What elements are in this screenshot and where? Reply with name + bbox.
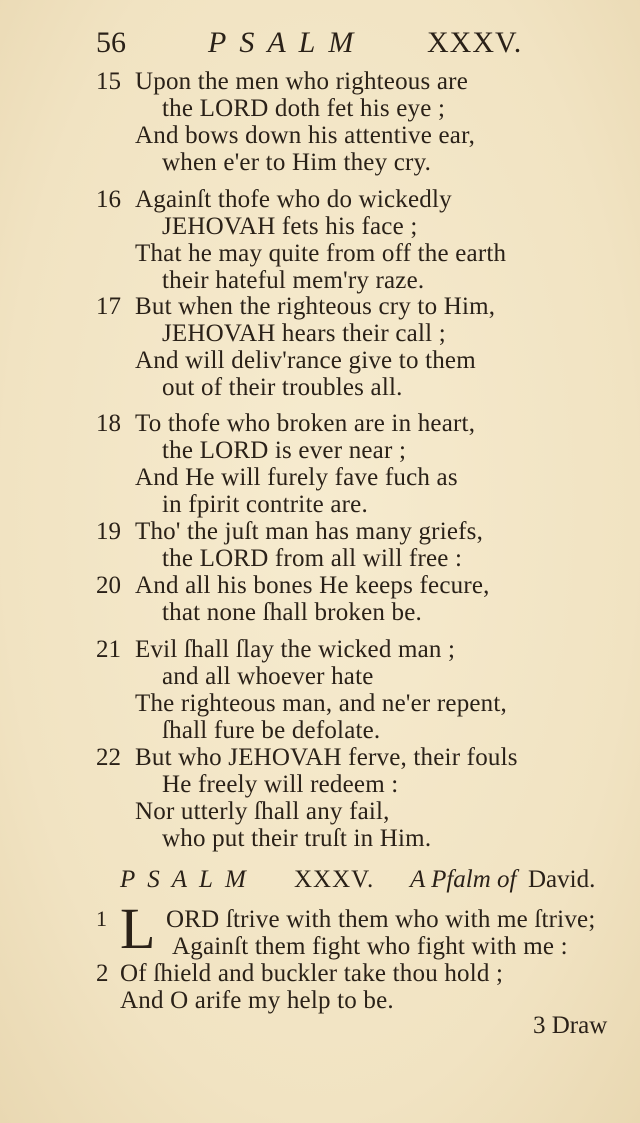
verse-line: And O arife my help to be. xyxy=(120,987,394,1014)
verse-number: 15 xyxy=(96,68,121,95)
verse-line: And bows down his attentive ear, xyxy=(135,122,476,149)
verse-number: 16 xyxy=(96,186,121,213)
verse-line: their hateful mem'ry raze. xyxy=(162,267,425,294)
verse-line: And all his bones He keeps fecure, xyxy=(135,572,490,599)
verse-line: To thofe who broken are in heart, xyxy=(135,410,476,437)
verse-line: But when the righteous cry to Him, xyxy=(135,293,496,320)
verse-number: 1 xyxy=(96,906,107,931)
verse-line: Of ſhield and buckler take thou hold ; xyxy=(120,960,504,987)
verse-line: the LORD from all will free : xyxy=(162,545,463,572)
psalm-heading-author: David. xyxy=(528,866,596,893)
verse-line: Evil ſhall ſlay the wicked man ; xyxy=(135,636,456,663)
drop-cap: L xyxy=(120,896,156,961)
verse-line: That he may quite from off the earth xyxy=(135,240,507,267)
verse-line: Tho' the juſt man has many griefs, xyxy=(135,518,484,545)
verse-number: 20 xyxy=(96,572,121,599)
psalm-heading xyxy=(0,866,640,900)
verse-number: 22 xyxy=(96,744,121,771)
verse-line: And will deliv'rance give to them xyxy=(135,347,476,374)
verse-number: 2 xyxy=(96,960,109,987)
verse-line: that none ſhall broken be. xyxy=(162,599,422,626)
verse-line: But who JEHOVAH ferve, their fouls xyxy=(135,744,518,771)
verse-line: in fpirit contrite are. xyxy=(162,491,368,518)
verse-line: And He will furely fave fuch as xyxy=(135,464,458,491)
psalm-heading-word: PSALM xyxy=(120,866,258,893)
verse-line: who put their truſt in Him. xyxy=(162,825,432,852)
running-psalm-number: XXXV. xyxy=(427,26,523,59)
verse-line: the LORD doth fet his eye ; xyxy=(162,95,446,122)
page-number: 56 xyxy=(96,26,126,59)
verse-line: when e'er to Him they cry. xyxy=(162,149,432,176)
verse-line: ſhall fure be defolate. xyxy=(162,717,381,744)
verse-line: Againſt thofe who do wickedly xyxy=(135,186,452,213)
verse-line: He freely will redeem : xyxy=(162,771,399,798)
verse-line: ORD ſtrive with them who with me ſtrive; xyxy=(166,906,596,933)
verse-line: the LORD is ever near ; xyxy=(162,437,407,464)
page-header xyxy=(0,22,640,62)
catchword: 3 Draw xyxy=(533,1012,608,1039)
psalm-heading-subtitle: A Pfalm of xyxy=(410,866,517,893)
verse-line: JEHOVAH fets his face ; xyxy=(162,213,418,240)
verse-line: JEHOVAH hears their call ; xyxy=(162,320,446,347)
verse-line: The righteous man, and ne'er repent, xyxy=(135,690,507,717)
verse-number: 19 xyxy=(96,518,121,545)
verse-line: and all whoever hate xyxy=(162,663,374,690)
verse-number: 21 xyxy=(96,636,121,663)
psalm-heading-number: XXXV. xyxy=(294,866,375,893)
verse-line: Nor utterly ſhall any fail, xyxy=(135,798,390,825)
running-title: PSALM xyxy=(208,26,367,59)
verse-line: Upon the men who righteous are xyxy=(135,68,469,95)
verse-number: 17 xyxy=(96,293,121,320)
verse-number: 18 xyxy=(96,410,121,437)
verse-line: out of their troubles all. xyxy=(162,374,403,401)
verse-line: Againſt them fight who fight with me : xyxy=(172,933,568,960)
